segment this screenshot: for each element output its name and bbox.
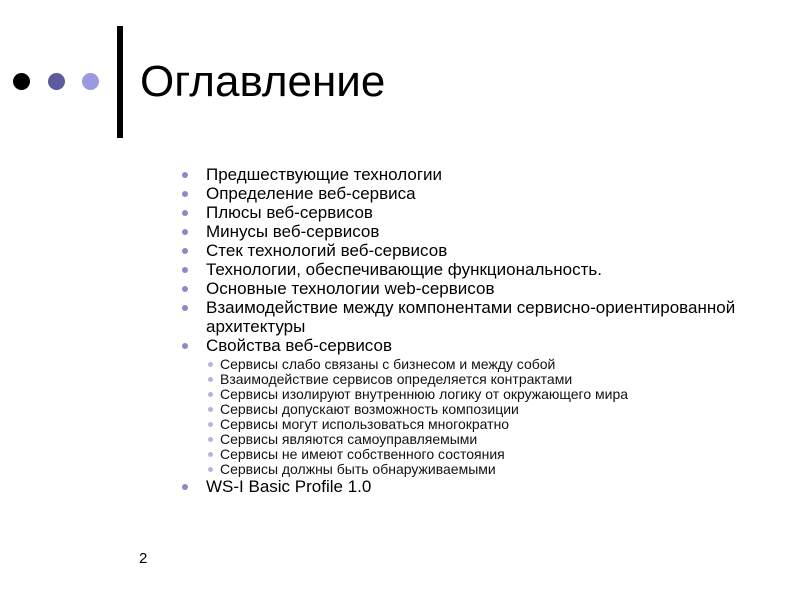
contents-item-label: Свойства веб-сервисов: [206, 336, 392, 355]
title-divider-bar: [117, 26, 123, 138]
contents-item-label: Стек технологий веб-сервисов: [206, 241, 448, 260]
contents-item: [182, 241, 742, 260]
sub-item-label: Взаимодействие сервисов определяется контрактами: [220, 371, 573, 387]
sub-bullet-icon: [208, 467, 213, 472]
contents-item-label: Основные технологии web-сервисов: [206, 279, 495, 298]
sub-item-label: Сервисы являются самоуправляемыми: [220, 431, 478, 447]
sub-bullet-icon: [208, 437, 213, 442]
sub-bullet-icon: [208, 422, 213, 427]
bullet-icon: [182, 172, 188, 178]
sub-item: [206, 447, 742, 462]
sub-list: [206, 357, 742, 477]
contents-item-label: Предшествующие технологии: [206, 165, 443, 184]
sub-item: [206, 432, 742, 447]
bullet-icon: [182, 343, 188, 349]
sub-item: [206, 462, 742, 477]
sub-bullet-icon: [208, 392, 213, 397]
sub-item-label: Сервисы не имеют собственного состояния: [220, 446, 505, 462]
sub-item: [206, 417, 742, 432]
bullet-icon: [182, 210, 188, 216]
sub-bullet-icon: [208, 407, 213, 412]
contents-item-label: Технологии, обеспечивающие функциональность.: [206, 260, 602, 279]
sub-item-label: Сервисы слабо связаны с бизнесом и между собой: [220, 356, 556, 372]
bullet-icon: [182, 305, 188, 311]
sub-item: [206, 357, 742, 372]
decor-dot-black: [13, 73, 30, 90]
sub-item: [206, 372, 742, 387]
bullet-icon: [182, 248, 188, 254]
sub-bullet-icon: [208, 452, 213, 457]
sub-item: [206, 387, 742, 402]
contents-item-label: Минусы веб-сервисов: [206, 222, 380, 241]
contents-item-label: WS-I Basic Profile 1.0: [206, 477, 372, 496]
sub-item-label: Сервисы могут использоваться многократно: [220, 416, 510, 432]
contents-item: [182, 260, 742, 279]
sub-bullet-icon: [208, 362, 213, 367]
bullet-icon: [182, 191, 188, 197]
contents-item-label: Взаимодействие между компонентами сервисно-ориентированной архитектуры: [206, 298, 736, 336]
bullet-icon: [182, 484, 188, 490]
sub-item-label: Сервисы должны быть обнаруживаемыми: [220, 461, 496, 477]
contents-item-label: Плюсы веб-сервисов: [206, 203, 373, 222]
bullet-icon: [182, 229, 188, 235]
contents-list: [182, 165, 742, 496]
decor-dot-dark-purple: [48, 73, 65, 90]
contents-item: [182, 165, 742, 184]
contents-item: [182, 222, 742, 241]
decor-dot-light-purple: [82, 73, 99, 90]
sub-item-label: Сервисы допускают возможность композиции: [220, 401, 519, 417]
contents-item: [182, 477, 742, 496]
slide-title: Оглавление: [140, 57, 386, 106]
contents-item: [182, 298, 742, 336]
bullet-icon: [182, 267, 188, 273]
contents-item: [182, 184, 742, 203]
contents-item: [182, 203, 742, 222]
contents-item: [182, 336, 742, 477]
contents-item: [182, 279, 742, 298]
sub-bullet-icon: [208, 377, 213, 382]
contents-item-label: Определение веб-сервиса: [206, 184, 416, 203]
sub-item: [206, 402, 742, 417]
bullet-icon: [182, 286, 188, 292]
page-number: 2: [139, 550, 148, 567]
sub-item-label: Сервисы изолируют внутреннюю логику от окружающего мира: [220, 386, 629, 402]
